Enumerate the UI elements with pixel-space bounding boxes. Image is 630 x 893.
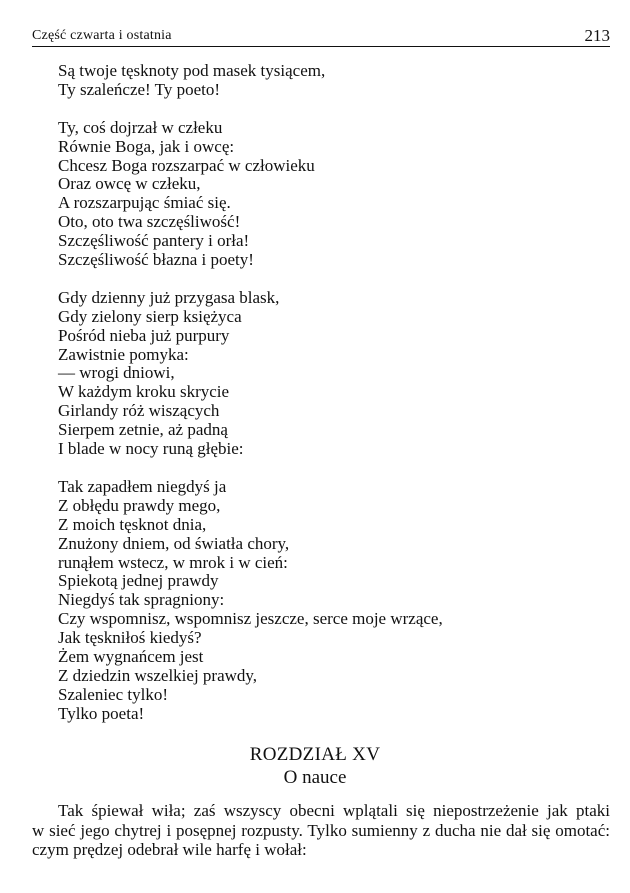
verse-line: — wrogi dniowi,: [58, 363, 175, 383]
verse-line: A rozszarpując śmiać się.: [58, 193, 231, 213]
verse-line: Ty, coś dojrzał w człeku: [58, 117, 223, 137]
verse-line: Pośród nieba już purpury: [58, 325, 230, 345]
verse-line: Żem wygnańcem jest: [58, 647, 204, 667]
prose-line: w sieć jego chytrej i posępnej rozpusty. Tylko sumienny z ducha nie dał się omotać:: [32, 820, 610, 840]
stanza: [58, 62, 578, 100]
verse-line: Z moich tęsknot dnia,: [58, 514, 207, 534]
verse-line: Znużony dniem, od światła chory,: [58, 533, 290, 553]
verse-line: Tylko poeta!: [58, 703, 145, 723]
prose-line: Tak śpiewał wiła; zaś wszyscy obecni wplątali się niepostrzeżenie jak ptaki: [58, 801, 610, 820]
verse-line: Są twoje tęsknoty pod masek tysiącem,: [58, 61, 326, 80]
verse-line: Szczęśliwość błazna i poety!: [58, 250, 254, 270]
verse-line: Czy wspomnisz, wspomnisz jeszcze, serce moje wrzące,: [58, 609, 443, 629]
stanza: [58, 119, 578, 270]
verse-line: W każdym kroku skrycie: [58, 382, 230, 402]
chapter-title: O nauce: [283, 767, 347, 788]
verse-line: Oto, oto twa szczęśliwość!: [58, 212, 241, 232]
verse-line: Spiekotą jednej prawdy: [58, 571, 219, 591]
verse-line: I blade w nocy runą głębie:: [58, 439, 244, 459]
verse-line: Oraz owcę w człeku,: [58, 174, 201, 194]
prose-paragraph: [32, 801, 610, 860]
running-head: [32, 26, 610, 44]
verse-line: Niegdyś tak spragniony:: [58, 590, 225, 610]
page-number: 213: [584, 26, 610, 45]
stanza: [58, 478, 578, 724]
verse-line: Ty szaleńcze! Ty poeto!: [58, 79, 221, 99]
header-rule: [32, 46, 610, 47]
running-head-title: Część czwarta i ostatnia: [32, 28, 172, 43]
verse-line: Sierpem zetnie, aż padną: [58, 420, 228, 440]
verse-line: Z dziedzin wszelkiej prawdy,: [58, 665, 258, 685]
verse-line: Szaleniec tylko!: [58, 684, 168, 704]
verse-line: Chcesz Boga rozszarpać w człowieku: [58, 155, 315, 175]
verse-line: Równie Boga, jak i owcę:: [58, 136, 235, 156]
verse-line: runąłem wstecz, w mrok i w cień:: [58, 552, 288, 572]
verse-line: Szczęśliwość pantery i orła!: [58, 231, 250, 251]
prose-line: czym prędzej odebrał wile harfę i wołał:: [32, 840, 307, 859]
verse-line: Tak zapadłem niegdyś ja: [58, 476, 227, 496]
verse-line: Zawistnie pomyka:: [58, 344, 189, 364]
verse-line: Girlandy róż wiszących: [58, 401, 220, 421]
chapter-number: ROZDZIAŁ XV: [249, 744, 381, 765]
verse-line: Z obłędu prawdy mego,: [58, 495, 221, 515]
stanza: [58, 289, 578, 459]
verse-line: Jak tęskniłoś kiedyś?: [58, 628, 202, 648]
poem: [58, 62, 578, 724]
verse-line: Gdy zielony sierp księżyca: [58, 306, 242, 326]
verse-line: Gdy dzienny już przygasa blask,: [58, 287, 280, 307]
